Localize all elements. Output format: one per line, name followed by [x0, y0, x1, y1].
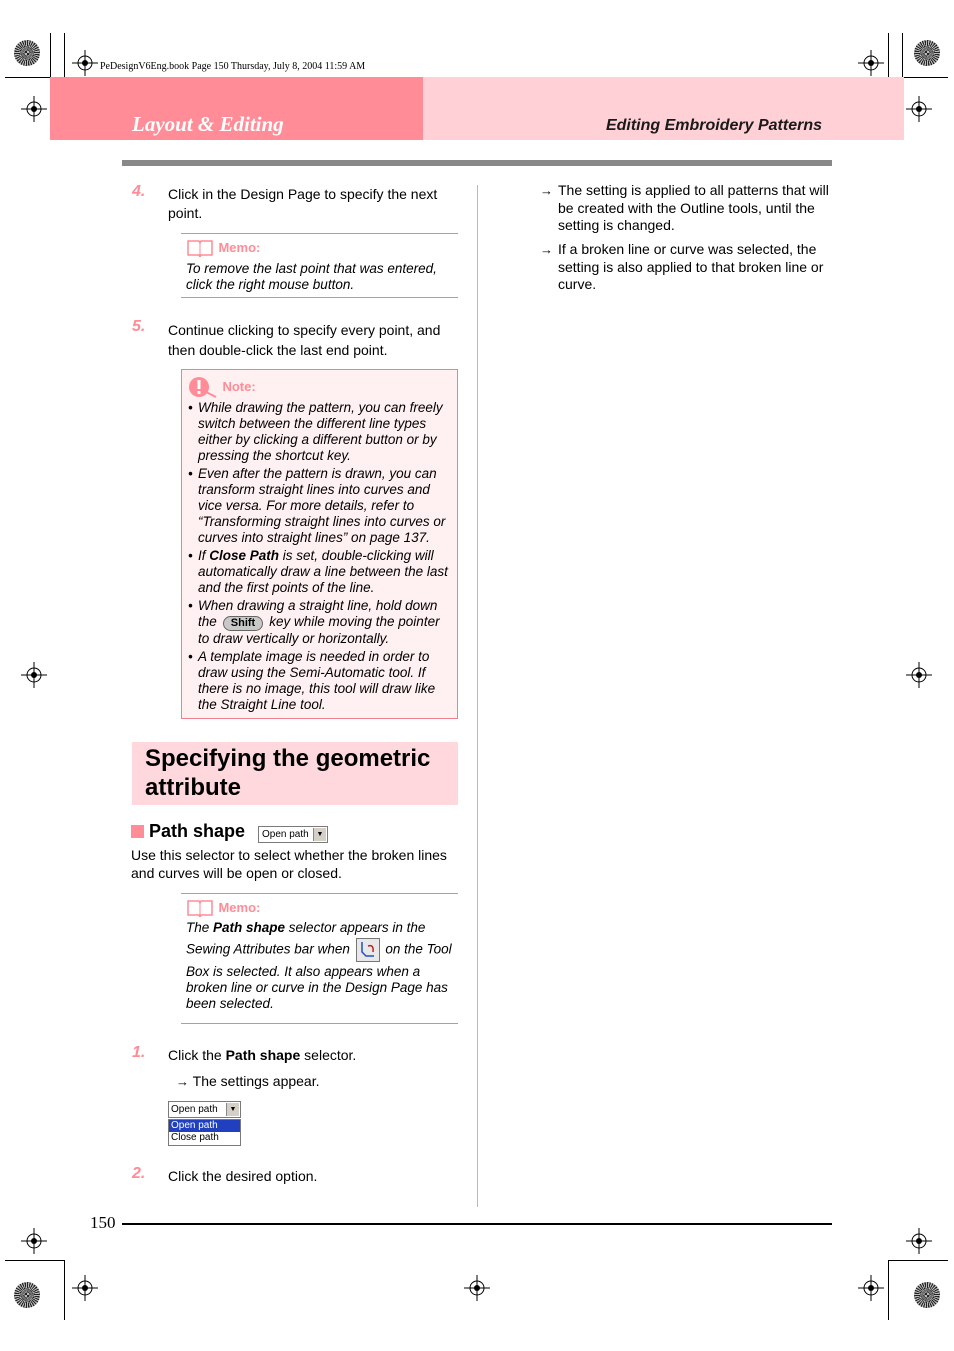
registration-mark-icon: [858, 1275, 884, 1301]
path-shape-dropdown[interactable]: Open path ▼: [168, 1101, 241, 1118]
color-target-icon: [914, 40, 940, 66]
subsection-title: Path shape: [131, 821, 245, 842]
memo-box: [181, 233, 458, 298]
color-target-icon: [14, 1282, 40, 1308]
note-box: [181, 369, 458, 719]
registration-mark-icon: [858, 50, 884, 76]
registration-mark-icon: [464, 1275, 490, 1301]
memo-text: The Path shape selector appears in the Sewing Attributes bar when on the Tool Box is selected. It also appears when a broken line or curve in the Design Page has been selected.: [186, 920, 452, 1011]
top-rule: [122, 160, 832, 166]
section-title: Specifying the geometric attribute: [145, 745, 431, 801]
result-text: → The settings appear.: [176, 1073, 320, 1089]
registration-mark-icon: [906, 1228, 932, 1254]
registration-mark-icon: [906, 662, 932, 688]
step-number: 1.: [132, 1044, 146, 1061]
registration-mark-icon: [21, 662, 47, 688]
color-target-icon: [914, 1282, 940, 1308]
memo-box: [181, 893, 458, 1024]
chapter-title: Layout & Editing: [132, 112, 284, 136]
color-target-icon: [14, 40, 40, 66]
page-number: 150: [90, 1213, 116, 1232]
book-icon: [186, 239, 214, 257]
step-text: Click the Path shape selector.: [168, 1047, 357, 1063]
subsection-description: Use this selector to select whether the broken lines and curves will be open or closed.: [131, 847, 447, 881]
dropdown-option-close-path[interactable]: Close path: [171, 1132, 219, 1143]
step-number: 5.: [132, 318, 146, 335]
step-number: 2.: [132, 1165, 146, 1182]
list-item: • If Close Path is set, double-clicking will automatically draw a line between the last and the first points of the line.: [188, 548, 450, 596]
file-info: PeDesignV6Eng.book Page 150 Thursday, July 8, 2004 11:59 AM: [100, 61, 366, 72]
column-divider: [477, 185, 478, 1207]
step-text: Continue clicking to specify every point, and then double-click the last end point.: [168, 322, 441, 358]
list-item: • Even after the pattern is drawn, you can transform straight lines into curves and vice versa. For more details, refer to “Transforming straight lines into curves or curves into straight lines” on page 137.: [188, 466, 450, 546]
step-number: 4.: [132, 183, 146, 200]
step-text: Click in the Design Page to specify the next point.: [168, 186, 438, 221]
result-text: → The setting is applied to all patterns that will be created with the Outline tools, until the setting is changed.: [540, 182, 829, 233]
memo-text: To remove the last point that was entered, click the right mouse button.: [186, 261, 437, 292]
registration-mark-icon: [21, 96, 47, 122]
step-text: Click the desired option.: [168, 1168, 318, 1184]
warning-icon: [188, 376, 218, 398]
registration-mark-icon: [72, 1275, 98, 1301]
memo-label: Memo:: [218, 240, 261, 256]
bottom-rule: [122, 1223, 832, 1225]
result-text: → If a broken line or curve was selected, the setting is also applied to that broken line or curve.: [540, 241, 824, 292]
square-bullet-icon: [131, 825, 144, 838]
dropdown-option-open-path[interactable]: Open path: [169, 1120, 240, 1132]
list-item: • When drawing a straight line, hold down the Shift key while moving the pointer to draw vertically or horizontally.: [188, 598, 450, 647]
note-label: Note:: [222, 379, 256, 395]
book-icon: [186, 899, 214, 917]
outline-tool-icon: [356, 938, 380, 962]
dropdown-list: [168, 1119, 241, 1146]
registration-mark-icon: [21, 1228, 47, 1254]
shift-key: Shift: [223, 616, 263, 631]
chevron-down-icon: ▼: [226, 1103, 239, 1116]
registration-mark-icon: [906, 96, 932, 122]
memo-label: Memo:: [218, 900, 261, 916]
chevron-down-icon: ▼: [313, 828, 326, 841]
registration-mark-icon: [72, 50, 98, 76]
path-shape-combo-illustration: Open path ▼: [258, 826, 328, 843]
list-item: • While drawing the pattern, you can freely switch between the different line types either by clicking a different button or by pressing the shortcut key.: [188, 400, 450, 464]
note-list: [188, 400, 450, 715]
list-item: • A template image is needed in order to draw using the Semi-Automatic tool. If there is no image, this tool will draw like the Straight Line tool.: [188, 649, 450, 713]
section-header-title: Editing Embroidery Patterns: [605, 117, 822, 134]
